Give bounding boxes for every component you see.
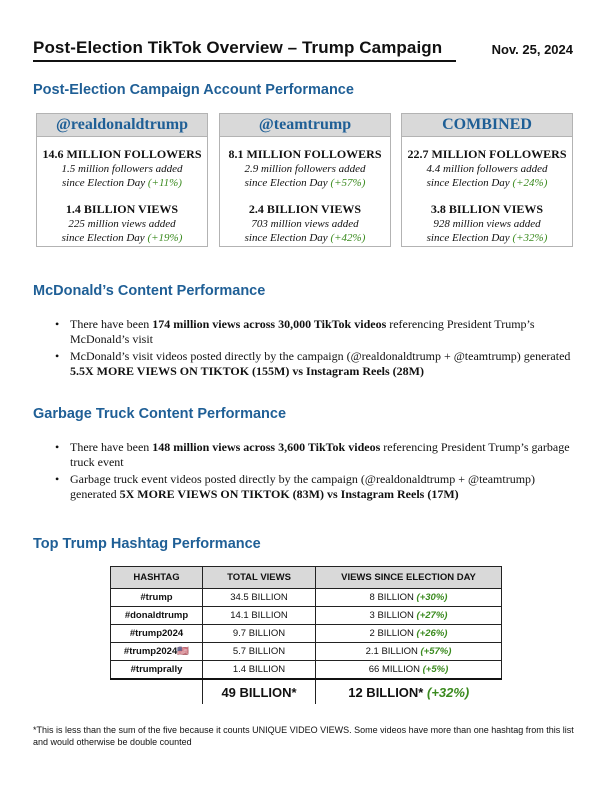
card-handle: COMBINED <box>402 114 572 137</box>
total-views-cell: 1.4 BILLION <box>203 661 316 680</box>
section-heading-account-performance: Post-Election Campaign Account Performance <box>33 82 354 98</box>
total-views-cell: 14.1 BILLION <box>203 607 316 625</box>
stat-card-combined <box>401 113 573 247</box>
card-followers: 14.6 MILLION FOLLOWERS <box>42 147 202 161</box>
card-views-sub: 928 million views added <box>433 218 541 230</box>
card-handle: @teamtrump <box>220 114 390 137</box>
report-date: Nov. 25, 2024 <box>491 42 573 57</box>
views-since-cell: 2 BILLION (+26%) <box>316 625 502 643</box>
garbage-truck-bullet-list <box>55 440 575 504</box>
stat-card-teamtrump <box>219 113 391 247</box>
views-since-cell: 8 BILLION (+30%) <box>316 589 502 607</box>
card-followers-sub: 2.9 million followers added <box>244 163 366 175</box>
stat-card-realdonaldtrump <box>36 113 208 247</box>
card-followers-sub: 4.4 million followers added <box>426 163 548 175</box>
list-item: • Garbage truck event videos posted directly by the campaign (@realdonaldtrump + @teamtrump) generated 5X MORE VIEWS ON TIKTOK (83M) vs Instagram Reels (17M) <box>55 472 575 502</box>
total-since-sum: 12 BILLION* (+32%) <box>316 679 502 704</box>
hashtag-cell: #trump <box>111 589 203 607</box>
section-heading-garbage-truck: Garbage Truck Content Performance <box>33 406 287 422</box>
total-views-cell: 34.5 BILLION <box>203 589 316 607</box>
card-followers-growth: (+24%) <box>512 177 548 189</box>
list-item: • McDonald’s visit videos posted directly by the campaign (@realdonaldtrump + @teamtrump) generated 5.5X MORE VIEWS ON TIKTOK (155M) vs Instagram Reels (28M) <box>55 349 575 379</box>
total-views-cell: 5.7 BILLION <box>203 643 316 661</box>
hashtag-cell: #trumprally <box>111 661 203 680</box>
card-followers-since: since Election Day <box>244 177 331 189</box>
card-views-sub: 225 million views added <box>68 218 176 230</box>
card-views: 3.8 BILLION VIEWS <box>430 202 544 216</box>
title-underline <box>33 60 456 62</box>
mcdonalds-bullet-list <box>55 317 575 381</box>
card-views-since: since Election Day <box>244 232 331 244</box>
total-views-cell: 9.7 BILLION <box>203 625 316 643</box>
card-views-growth: (+19%) <box>147 232 183 244</box>
footnote: *This is less than the sum of the five because it counts UNIQUE VIDEO VIEWS. Some videos have more than one hashtag from this list and would otherwise be double counted <box>33 725 574 747</box>
column-header-hashtag: HASHTAG <box>111 567 203 589</box>
page-title: Post-Election TikTok Overview – Trump Campaign <box>33 38 443 57</box>
views-since-cell: 3 BILLION (+27%) <box>316 607 502 625</box>
card-views: 2.4 BILLION VIEWS <box>248 202 362 216</box>
table-row <box>111 661 502 680</box>
card-handle: @realdonaldtrump <box>37 114 207 137</box>
table-header-row <box>111 567 502 589</box>
card-views-growth: (+32%) <box>512 232 548 244</box>
views-since-cell: 66 MILLION (+5%) <box>316 661 502 680</box>
total-views-sum: 49 BILLION* <box>203 679 316 704</box>
card-followers-growth: (+57%) <box>330 177 366 189</box>
card-views-since: since Election Day <box>426 232 513 244</box>
total-label-cell <box>111 679 203 704</box>
hashtag-cell: #trump2024🇺🇸 <box>111 643 203 661</box>
card-views: 1.4 BILLION VIEWS <box>65 202 179 216</box>
section-heading-hashtags: Top Trump Hashtag Performance <box>33 536 261 552</box>
card-followers: 8.1 MILLION FOLLOWERS <box>228 147 382 161</box>
hashtag-cell: #donaldtrump <box>111 607 203 625</box>
table-row <box>111 643 502 661</box>
hashtag-cell: #trump2024 <box>111 625 203 643</box>
card-followers-since: since Election Day <box>62 177 148 189</box>
card-views-since: since Election Day <box>61 232 148 244</box>
card-followers-sub: 1.5 million followers added <box>61 163 183 175</box>
card-followers-growth: (+11%) <box>147 177 182 189</box>
card-followers-since: since Election Day <box>426 177 513 189</box>
card-views-growth: (+42%) <box>330 232 366 244</box>
card-views-sub: 703 million views added <box>251 218 359 230</box>
column-header-total-views: TOTAL VIEWS <box>203 567 316 589</box>
hashtag-table <box>110 566 502 704</box>
table-row <box>111 607 502 625</box>
column-header-views-since: VIEWS SINCE ELECTION DAY <box>316 567 502 589</box>
list-item: • There have been 148 million views across 3,600 TikTok videos referencing President Trump’s garbage truck event <box>55 440 575 470</box>
table-row <box>111 589 502 607</box>
card-followers: 22.7 MILLION FOLLOWERS <box>407 147 567 161</box>
table-row <box>111 625 502 643</box>
table-total-row <box>111 679 502 704</box>
section-heading-mcdonalds: McDonald’s Content Performance <box>33 283 266 299</box>
views-since-cell: 2.1 BILLION (+57%) <box>316 643 502 661</box>
list-item: • There have been 174 million views across 30,000 TikTok videos referencing President Trump’s McDonald’s visit <box>55 317 575 347</box>
